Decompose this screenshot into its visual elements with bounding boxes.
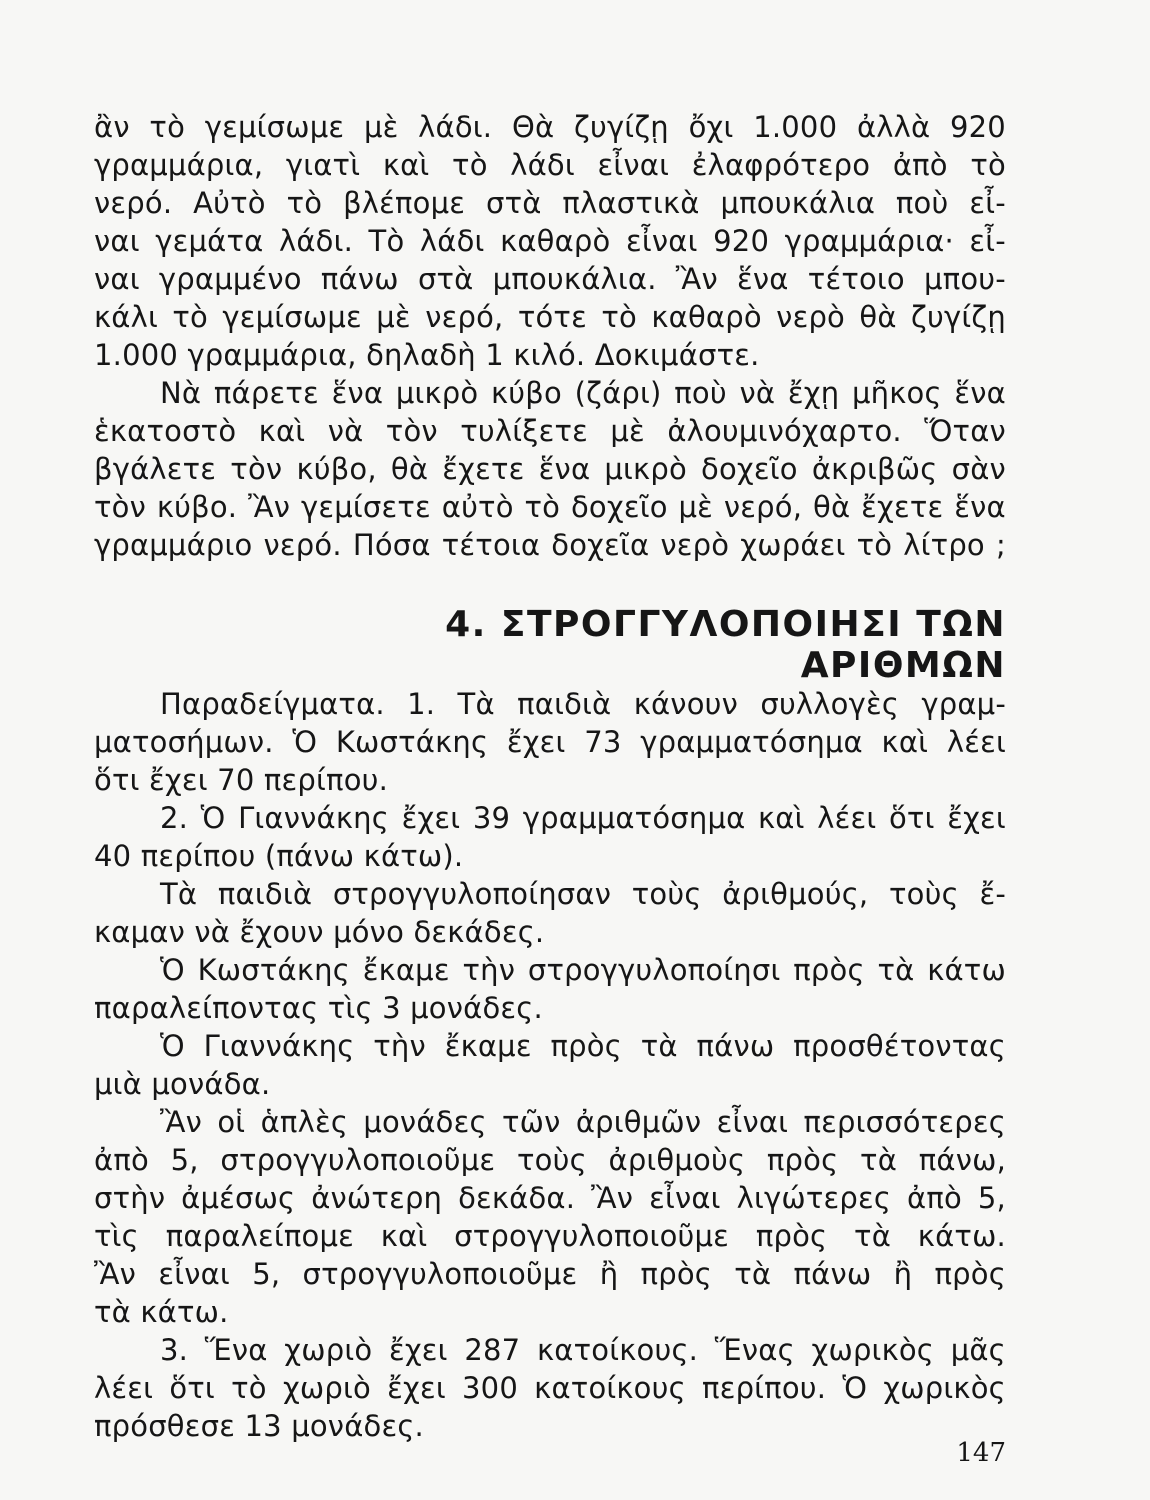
page-number: 147 [956, 1438, 1006, 1468]
text-line: 2. Ὁ Γιαννάκης ἔχει 39 γραμματόσημα καὶ λέει ὅτι ἔχει [160, 801, 1006, 835]
text-line: Νὰ πάρετε ἕνα μικρὸ κύβο (ζάρι) ποὺ νὰ ἔχῃ μῆκος ἕνα [160, 376, 1006, 410]
text-line: Παραδείγματα. 1. Τὰ παιδιὰ κάνουν συλλογὲς γραμ- [160, 687, 1006, 721]
text-line: γραμμάρια, γιατὶ καὶ τὸ λάδι εἶναι ἐλαφρότερο ἀπὸ τὸ [94, 148, 1006, 182]
paragraph-block-bottom [94, 685, 1006, 1445]
section-heading: 4. ΣΤΡΟΓΓΥΛΟΠΟΙΗΣΙ ΤΩΝ ΑΡΙΘΜΩΝ [445, 604, 1006, 686]
text-line: στὴν ἀμέσως ἀνώτερη δεκάδα. Ἂν εἶναι λιγώτερες ἀπὸ 5, [94, 1181, 1006, 1215]
text-line: ναι γραμμένο πάνω στὰ μπουκάλια. Ἂν ἕνα τέτοιο μπου- [94, 262, 1006, 296]
text-line: ναι γεμάτα λάδι. Τὸ λάδι καθαρὸ εἶναι 920 γραμμάρια· εἶ- [94, 224, 1006, 258]
text-line: παραλείποντας τὶς 3 μονάδες. [94, 991, 543, 1025]
text-line: Ὁ Γιαννάκης τὴν ἔκαμε πρὸς τὰ πάνω προσθέτοντας [160, 1029, 1006, 1063]
text-line: ὅτι ἔχει 70 περίπου. [94, 763, 389, 797]
text-line: πρόσθεσε 13 μονάδες. [94, 1409, 424, 1443]
text-line: βγάλετε τὸν κύβο, θὰ ἔχετε ἕνα μικρὸ δοχεῖο ἀκριβῶς σὰν [94, 452, 1006, 486]
text-line: ἂν τὸ γεμίσωμε μὲ λάδι. Θὰ ζυγίζῃ ὄχι 1.000 ἀλλὰ 920 [94, 110, 1006, 144]
text-line: Ὁ Κωστάκης ἔκαμε τὴν στρογγυλοποίησι πρὸς τὰ κάτω [160, 953, 1006, 987]
text-line: τὰ κάτω. [94, 1295, 229, 1329]
text-line: καμαν νὰ ἔχουν μόνο δεκάδες. [94, 915, 545, 949]
paragraph-block-top [94, 108, 1006, 564]
text-line: ματοσήμων. Ὁ Κωστάκης ἔχει 73 γραμματόσημα καὶ λέει [94, 725, 1006, 759]
text-line: γραμμάριο νερό. Πόσα τέτοια δοχεῖα νερὸ χωράει τὸ λίτρο ; [94, 528, 1006, 562]
text-line: λέει ὅτι τὸ χωριὸ ἔχει 300 κατοίκους περίπου. Ὁ χωρικὸς [94, 1371, 1006, 1405]
text-line: Ἂν εἶναι 5, στρογγυλοποιοῦμε ἢ πρὸς τὰ πάνω ἢ πρὸς [94, 1257, 1006, 1291]
text-line: 40 περίπου (πάνω κάτω). [94, 839, 464, 873]
text-line: ἀπὸ 5, στρογγυλοποιοῦμε τοὺς ἀριθμοὺς πρὸς τὰ πάνω, [94, 1143, 1006, 1177]
text-line: 3. Ἕνα χωριὸ ἔχει 287 κατοίκους. Ἕνας χωρικὸς μᾶς [160, 1333, 1006, 1367]
text-line: νερό. Αὐτὸ τὸ βλέπομε στὰ πλαστικὰ μπουκάλια ποὺ εἶ- [94, 186, 1006, 220]
text-line: Ἂν οἱ ἁπλὲς μονάδες τῶν ἀριθμῶν εἶναι περισσότερες [160, 1105, 1006, 1139]
text-line: ἑκατοστὸ καὶ νὰ τὸν τυλίξετε μὲ ἀλουμινόχαρτο. Ὅταν [94, 414, 1006, 448]
text-line: κάλι τὸ γεμίσωμε μὲ νερό, τότε τὸ καθαρὸ νερὸ θὰ ζυγίζῃ [94, 300, 1006, 334]
text-line: 1.000 γραμμάρια, δηλαδὴ 1 κιλό. Δοκιμάστε. [94, 338, 760, 372]
text-line: Τὰ παιδιὰ στρογγυλοποίησαν τοὺς ἀριθμούς, τοὺς ἔ- [160, 877, 1006, 911]
text-line: τὶς παραλείπομε καὶ στρογγυλοποιοῦμε πρὸς τὰ κάτω. [94, 1219, 1006, 1253]
text-line: μιὰ μονάδα. [94, 1067, 271, 1101]
text-line: τὸν κύβο. Ἂν γεμίσετε αὐτὸ τὸ δοχεῖο μὲ νερό, θὰ ἔχετε ἕνα [94, 490, 1006, 524]
